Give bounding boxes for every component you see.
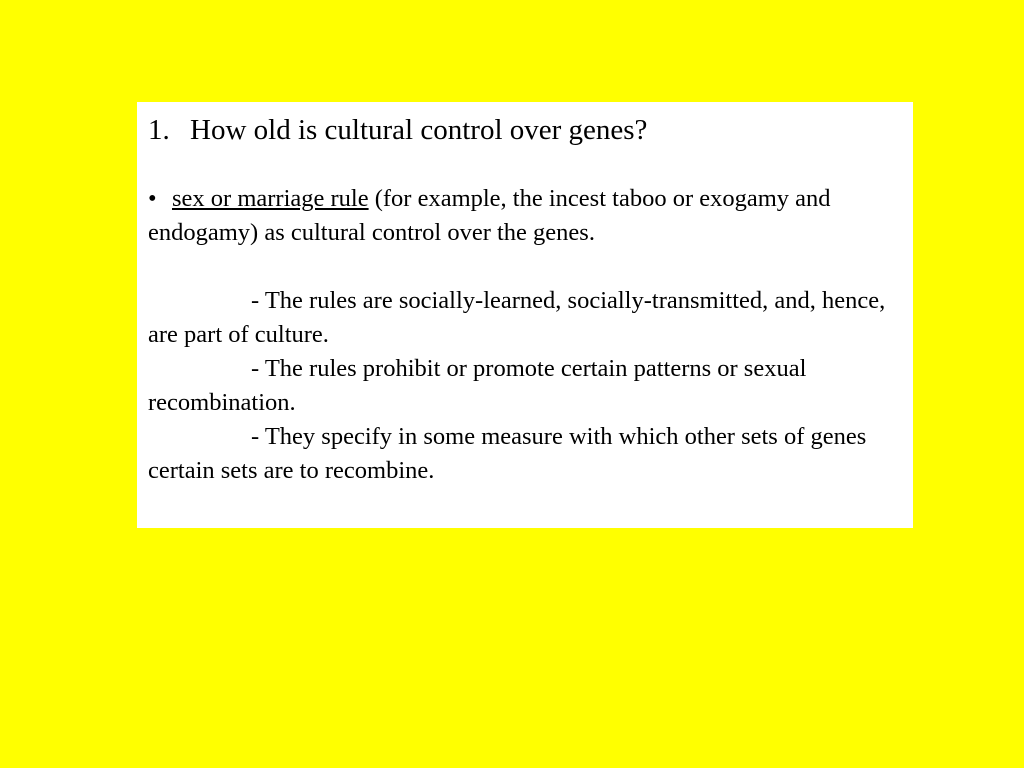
point-text: - The rules prohibit or promote certain patterns or sexual recombination.	[148, 355, 807, 416]
bullet-paragraph	[148, 182, 902, 250]
bullet-term: sex or marriage rule	[172, 185, 369, 212]
point-text: - They specify in some measure with which other sets of genes certain sets are to recombine.	[148, 423, 867, 484]
title-number: 1.	[148, 114, 170, 146]
point-prohibit-promote	[148, 352, 902, 420]
point-socially-learned	[148, 284, 902, 352]
bullet-symbol: •	[148, 185, 157, 212]
paragraph-spacer	[148, 250, 902, 284]
slide-title	[148, 112, 902, 148]
point-specify-recombine	[148, 420, 902, 488]
point-text: - The rules are socially-learned, socially-transmitted, and, hence, are part of culture.	[148, 287, 886, 348]
title-text: How old is cultural control over genes?	[190, 114, 648, 146]
slide-content-panel	[137, 102, 913, 528]
bullet-description: (for example, the incest taboo or exogamy and endogamy) as cultural control over the genes.	[148, 185, 831, 246]
